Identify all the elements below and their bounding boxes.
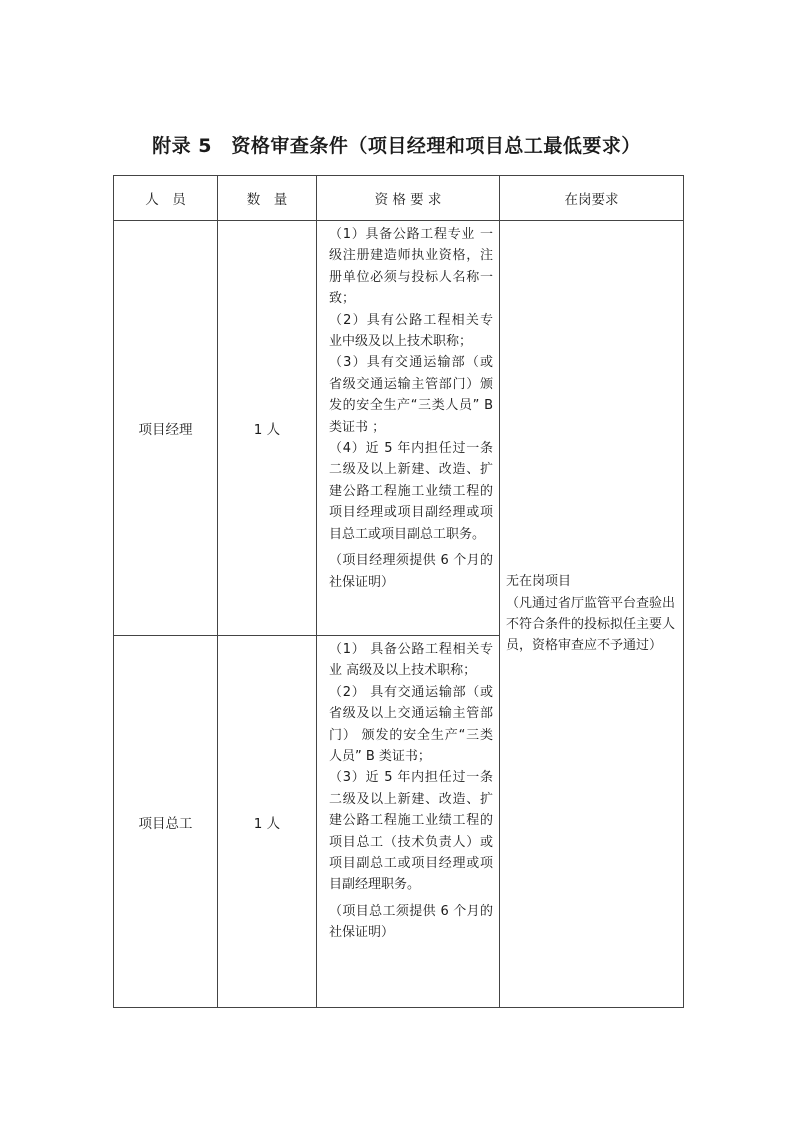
header-qualification-requirements: 资 格 要 求 [317,176,500,221]
on-post-status: 无在岗项目 [506,574,572,590]
requirement-item: （1） 具备公路工程相关专业 高级及以上技术职称； [329,642,493,679]
on-post-cell [500,221,684,1008]
requirement-item: （3）具有交通运输部（或省级交通运输主管部门）颁发的安全生产“三类人员” B 类证书 ； [329,355,493,435]
count-cell: 1 人 [218,221,317,636]
document-title: 附录 5 资格审查条件（项目经理和项目总工最低要求） [152,135,641,157]
role-cell: 项目总工 [114,636,218,1008]
requirement-item: （2） 具有交通运输部（或省级及以上交通运输主管部门） 颁发的安全生产“三类人员” B 类证书； [329,684,493,765]
header-on-post-requirements: 在岗要求 [500,176,684,221]
requirement-item: （2）具有公路工程相关专业中级及以上技术职称； [329,312,493,350]
table-header-row [114,176,684,221]
requirement-note: （项目总工须提供 6 个月的社保证明） [329,903,493,941]
table-row [114,221,684,636]
header-quantity: 数 量 [218,176,317,221]
requirement-note: （项目经理须提供 6 个月的社保证明） [329,553,493,590]
requirement-item: （1）具备公路工程专业 一级注册建造师执业资格，注册单位必须与投标人名称一致； [329,227,493,307]
on-post-note: （凡通过省厅监管平台查验出不符合条件的投标拟任主要人员，资格审查应不予通过） [506,595,676,654]
qualification-table [113,175,684,1008]
requirement-item: （3）近 5 年内担任过一条二级及以上新建、改造、扩建公路工程施工业绩工程的项目总工（技术负责人）或项目副总工或项目经理或项目副经理职务。 [329,770,493,893]
role-cell: 项目经理 [114,221,218,636]
header-personnel: 人 员 [114,176,218,221]
requirements-cell [317,636,500,1008]
requirement-item: （4）近 5 年内担任过一条二级及以上新建、改造、扩建公路工程施工业绩工程的项目经理或项目副经理或项目总工或项目副总工职务。 [329,441,493,542]
count-cell: 1 人 [218,636,317,1008]
requirements-cell [317,221,500,636]
